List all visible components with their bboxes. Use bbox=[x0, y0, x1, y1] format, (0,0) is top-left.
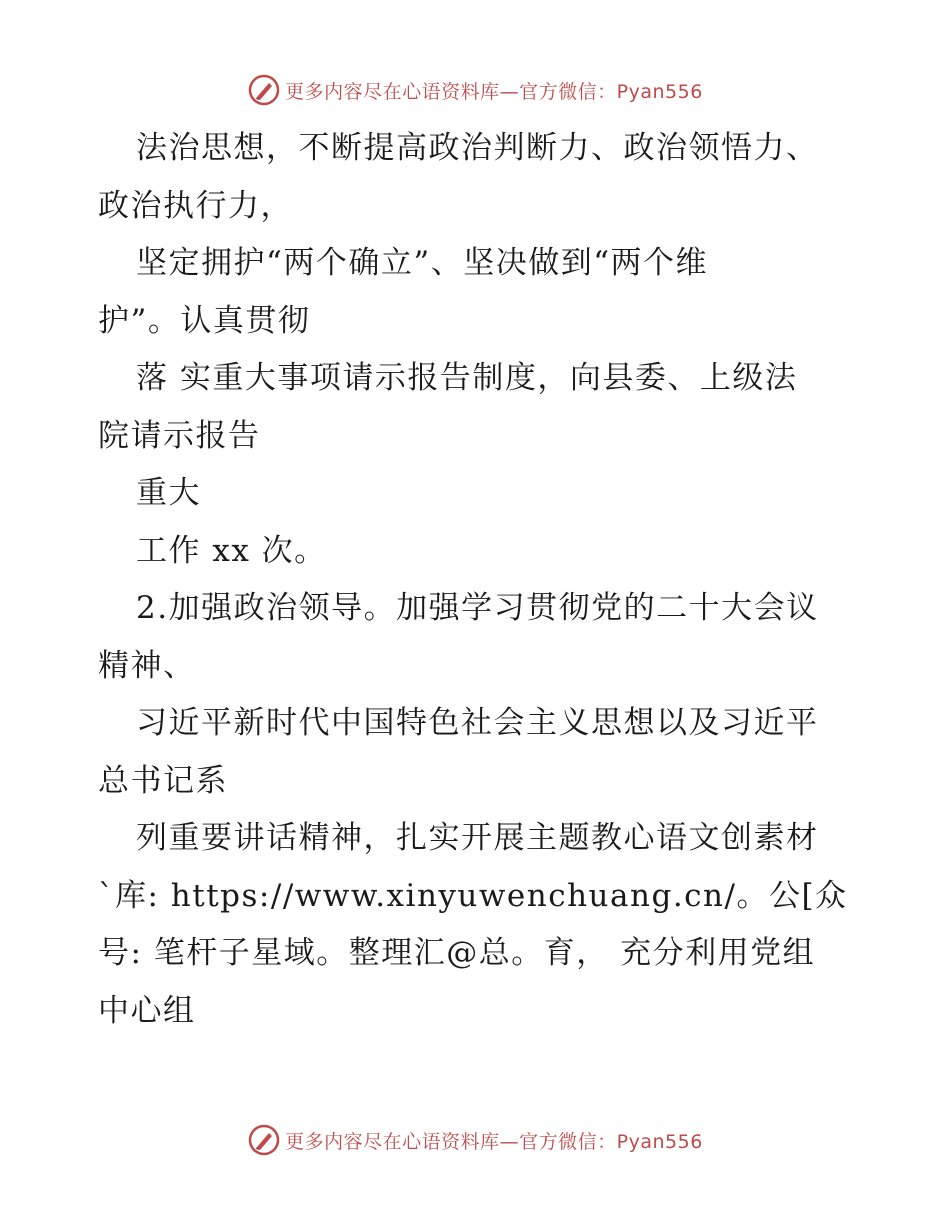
watermark-text: 更多内容尽在心语资料库—官方微信：Pyan556 bbox=[285, 80, 703, 103]
text-line: 护”。认真贯彻 bbox=[98, 302, 311, 339]
text-line: 总书记系 bbox=[98, 762, 228, 799]
text-line: 法治思想，不断提高政治判断力、政治领悟力、 bbox=[136, 130, 819, 166]
pen-logo-icon bbox=[247, 73, 281, 107]
text-line: 院请示报告 bbox=[98, 417, 261, 454]
text-line: 精神、 bbox=[98, 647, 196, 684]
text-line: 2.加强政治领导。加强学习贯彻党的二十大会议 bbox=[136, 590, 819, 626]
header-watermark bbox=[0, 70, 950, 110]
text-line: 坚定拥护“两个确立”、坚决做到“两个维 bbox=[136, 245, 709, 281]
text-line: 号: 笔杆子星域。整理汇@总。育， 充分利用党组 bbox=[98, 935, 816, 971]
text-line: 工作 xx 次。 bbox=[136, 532, 327, 569]
text-line: 政治执行力， bbox=[98, 187, 293, 224]
text-line: 列重要讲话精神，扎实开展主题教心语文创素材 bbox=[136, 820, 819, 856]
watermark-text: 更多内容尽在心语资料库—官方微信：Pyan556 bbox=[285, 1130, 703, 1153]
text-line: 落 实重大事项请示报告制度，向县委、上级法 bbox=[136, 360, 798, 396]
text-line: 中心组 bbox=[98, 992, 196, 1029]
document-body bbox=[98, 120, 858, 1040]
text-line: 重大 bbox=[136, 475, 201, 511]
pen-logo-icon bbox=[247, 1123, 281, 1157]
text-line: 习近平新时代中国特色社会主义思想以及习近平 bbox=[136, 705, 819, 741]
footer-watermark bbox=[0, 1120, 950, 1160]
text-line: `库: https://www.xinyuwenchuang.cn/。公[众 bbox=[98, 877, 848, 914]
